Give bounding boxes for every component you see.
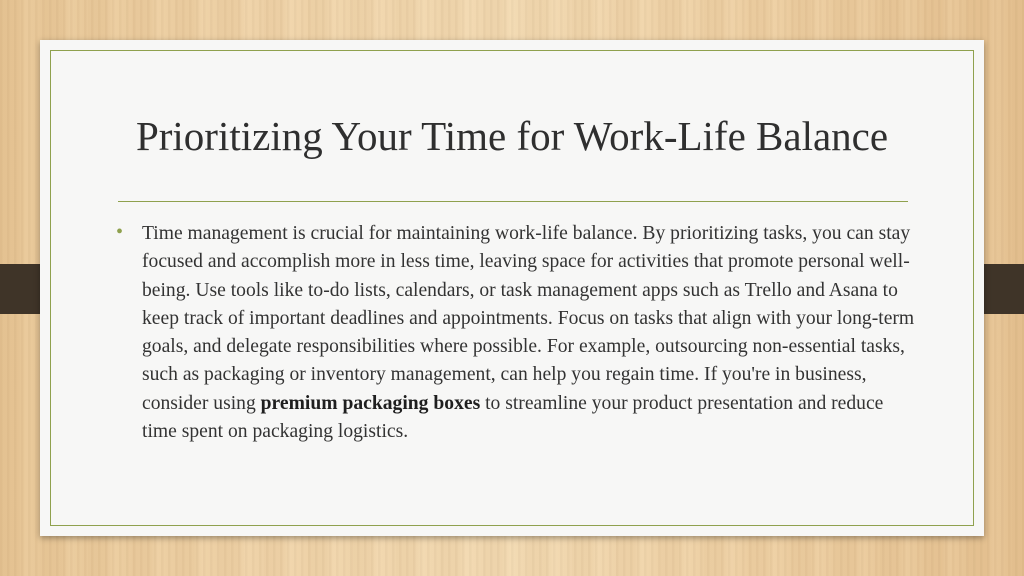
bullet-paragraph — [142, 220, 916, 446]
bullet-icon: • — [116, 221, 124, 243]
bullet-list — [116, 220, 916, 446]
slide-card — [40, 40, 984, 536]
slide-title: Prioritizing Your Time for Work-Life Balance — [135, 113, 889, 159]
bold-link-text: premium packaging boxes — [260, 392, 481, 414]
paragraph-text-start: Time management is crucial for maintaining work-life balance. By prioritizing tasks, you can stay focused and accomplish more in less time, leaving space for activities that promote personal well-being. Use tools like to-do lists, calendars, or task management apps such as Trello and Asana to keep track of important deadlines and appointments. Focus on tasks that align with your long-term goals, and delegate responsibilities where possible. For example, outsourcing non-essential tasks, such as packaging or inventory management, can help you regain time. If you're in business, consider using — [142, 223, 915, 414]
title-divider — [118, 201, 908, 202]
paragraph-text-end: to streamline your product presentation and reduce time spent on packaging logistics. — [142, 392, 884, 443]
